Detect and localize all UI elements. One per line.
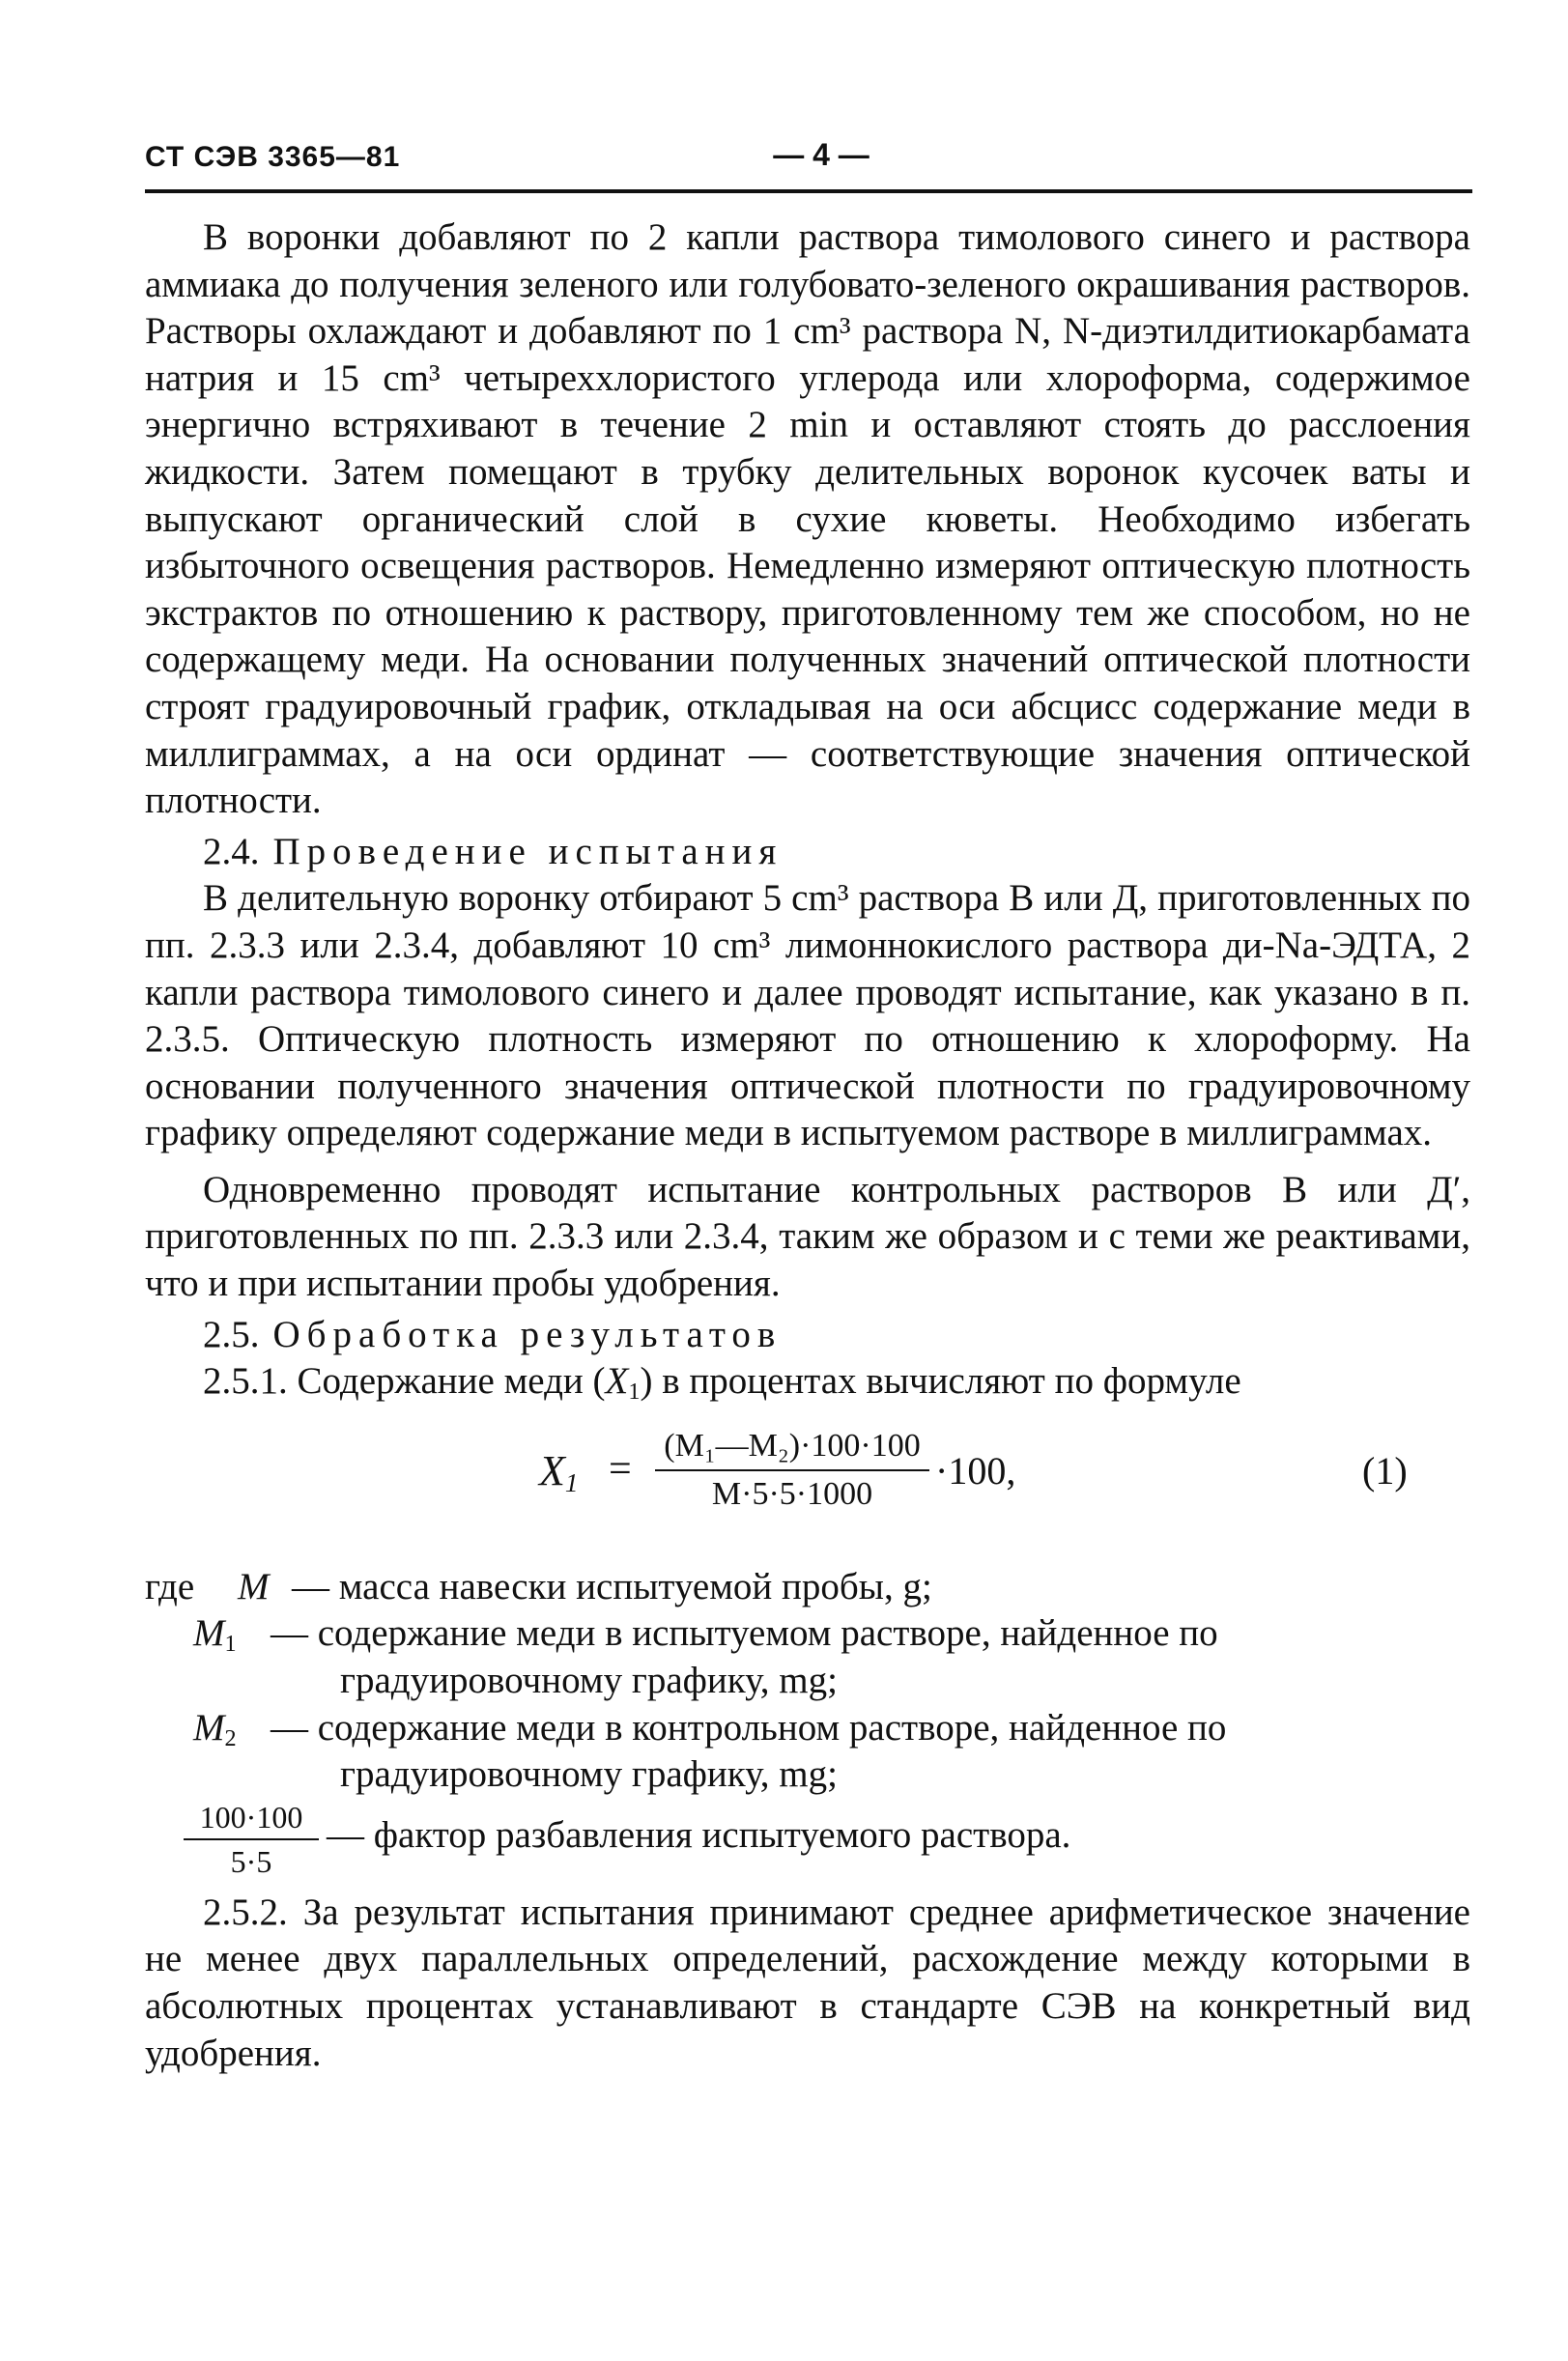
definition-text: — фактор разбавления испытуемого раствора. — [327, 1813, 1071, 1856]
definition-intro: где — [145, 1565, 195, 1607]
paragraph-2-5-1 — [145, 1358, 1470, 1406]
formula-fraction — [655, 1425, 929, 1516]
formula-variable: X — [539, 1446, 565, 1494]
definition-m2-cont — [145, 1751, 1470, 1799]
paragraph-control: Одновременно проводят испытание контрольных растворов В или Д′, приготовленных по пп. 2.3.3 или 2.3.4, таким же образом и с теми же реактивами, что и при испытании пробы удобрения. — [145, 1168, 1470, 1305]
header-rule — [145, 189, 1472, 193]
definition-text: — содержание меди в контрольном растворе, найденное по — [271, 1706, 1227, 1749]
paragraph-procedure: В делительную воронку отбирают 5 cm³ раствора В или Д, приготовленных по пп. 2.3.3 или 2.3.4, добавляют 10 cm³ лимоннокислого раствора ди-Na-ЭДТА, 2 капли раствора тимолового синего и далее проводят испытание, как указано в п. 2.3.5. Оптическую плотность измеряют по отношению к хлороформу. На основании полученного значения оптической плотности по градуировочному графику определяют содержание меди в испытуемом растворе в миллиграммах. — [145, 877, 1470, 1154]
subscript: 1 — [628, 1379, 641, 1406]
page-header — [145, 137, 1470, 189]
formula-equals: = — [609, 1446, 632, 1492]
symbol-letter: M — [193, 1612, 225, 1655]
symbol-subscript: 2 — [224, 1724, 237, 1751]
definition-m2 — [145, 1705, 1470, 1752]
variable-x: X — [605, 1360, 629, 1403]
formula-label: (1) — [1362, 1448, 1408, 1493]
section-title: Обработка результатов — [272, 1313, 783, 1355]
text-run: ) в процентах вычисляют по формуле — [640, 1360, 1241, 1403]
section-heading-2-4 — [145, 829, 1470, 876]
paragraph-calibration: В воронки добавляют по 2 капли раствора тимолового синего и раствора аммиака до получения зеленого или голубовато-зеленого окрашивания растворов. Растворы охлаждают и добавляют по 1 cm³ раствора N, N-диэтилдитиокарбамата натрия и 15 cm³ четыреххлористого углерода или хлороформа, содержимое энергично встряхивают в течение 2 min и оставляют стоять до расслоения жидкости. Затем помещают в трубку делительных воронок кусочек ваты и выпускают органический слой в сухие кюветы. Необходимо избегать избыточного освещения растворов. Немедленно измеряют оптическую плотность экстрактов по отношению к раствору, приготовленному тем же способом, но не содержащему меди. На основании полученных значений оптической плотности строят градуировочный график, откладывая на оси абсцисс содержание меди в миллиграммах, а на оси ординат — соответствующие значения оптической плотности. — [145, 216, 1470, 822]
formula-1 — [145, 1419, 1470, 1554]
formula-numerator: (M₁—M₂)·100·100 — [664, 1427, 921, 1464]
formula-subscript: 1 — [564, 1467, 579, 1497]
definition-text: — масса навески испытуемой пробы, g; — [292, 1565, 932, 1607]
definition-text: — содержание меди в испытуемом растворе, найденное по — [271, 1612, 1218, 1655]
section-title: Проведение испытания — [272, 830, 784, 872]
definition-m — [145, 1564, 1470, 1611]
variable-definitions — [145, 1564, 1470, 1880]
definition-symbol — [193, 1610, 237, 1658]
symbol-subscript: 1 — [224, 1631, 237, 1658]
document-code: СТ СЭВ 3365—81 — [145, 141, 401, 173]
fraction-bar — [655, 1469, 929, 1471]
symbol-letter: M — [193, 1706, 225, 1749]
definition-m1-cont — [145, 1658, 1470, 1705]
section-number: 2.4. — [203, 830, 260, 872]
definition-m1 — [145, 1610, 1470, 1658]
fraction-numerator: 100·100 — [199, 1799, 303, 1835]
formula-lhs — [539, 1448, 579, 1495]
formula-denominator: M·5·5·1000 — [711, 1475, 873, 1512]
dilution-fraction — [184, 1799, 319, 1880]
definition-symbol — [193, 1705, 237, 1752]
section-number: 2.5. — [203, 1313, 260, 1355]
fraction-bar — [184, 1838, 319, 1840]
fraction-denominator: 5·5 — [230, 1843, 272, 1879]
document-body — [145, 214, 1470, 2077]
definition-symbol: M — [238, 1565, 270, 1607]
paragraph-2-5-2: 2.5.2. За результат испытания принимают среднее арифметическое значение не менее двух параллельных определений, расхождение между которыми в абсолютных процентах устанавливают в стандарте СЭВ на конкретный вид удобрения. — [145, 1891, 1470, 2074]
section-heading-2-5 — [145, 1312, 1470, 1359]
text-run: 2.5.1. Содержание меди ( — [203, 1360, 606, 1403]
definition-dilution — [145, 1799, 1470, 1880]
formula-multiplier: ·100, — [935, 1448, 1016, 1493]
page-number: — 4 — — [773, 137, 870, 172]
definition-text: градуировочному графику, mg; — [340, 1753, 838, 1796]
definition-text: градуировочному графику, mg; — [340, 1660, 838, 1702]
